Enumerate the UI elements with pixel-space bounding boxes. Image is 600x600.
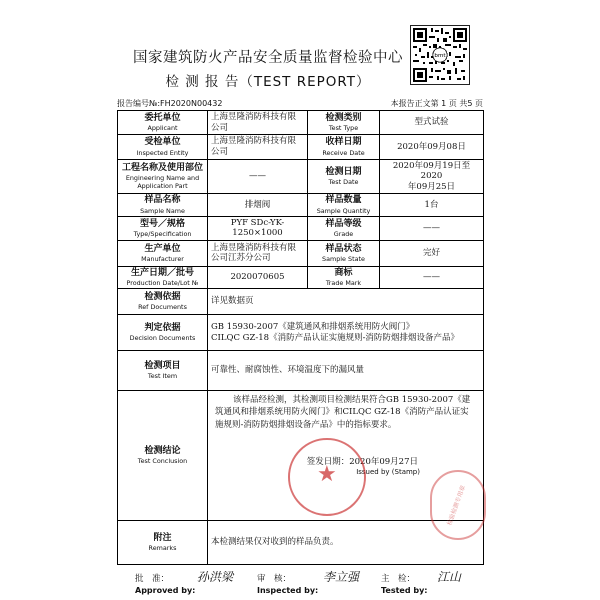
test-item-label: 检测项目 Test Item — [118, 351, 208, 391]
table-row — [118, 315, 484, 351]
inspected-block — [257, 572, 318, 595]
tested-label: 主 检： — [381, 574, 416, 584]
type-spec-label: 型号／规格 Type/Specification — [118, 216, 208, 240]
engineering-value: —— — [208, 159, 308, 194]
approved-label: 批 准： — [135, 574, 170, 584]
table-row — [118, 521, 484, 565]
production-date-value: 2020070605 — [208, 266, 308, 288]
red-seal-icon — [288, 438, 366, 516]
grade-label: 样品等级 Grade — [308, 216, 380, 240]
signature-footer — [135, 572, 495, 596]
report-number: 报告编号№:FH2020N00432 — [117, 99, 223, 108]
test-date-label: 检测日期 Test Date — [308, 159, 380, 194]
ref-documents-value: 详见数据页 — [208, 289, 484, 315]
remarks-value: 本检测结果仅对收到的样品负责。 — [208, 521, 484, 565]
tested-block — [381, 572, 427, 595]
test-type-label: 检测类别 Test Type — [308, 111, 380, 135]
manufacturer-value: 上海昱隆消防科技有限公司江苏分公司 — [208, 240, 308, 266]
qr-code-icon — [410, 25, 470, 85]
receive-date-label: 收样日期 Receive Date — [308, 135, 380, 159]
sample-name-value: 排烟阀 — [208, 194, 308, 216]
stamp-label: Issued by (Stamp) — [356, 467, 420, 476]
sample-state-value: 完好 — [380, 240, 484, 266]
table-row — [118, 289, 484, 315]
trade-mark-value: —— — [380, 266, 484, 288]
inspected-label-en: Inspected by: — [257, 586, 319, 595]
sample-state-label: 样品状态 Sample State — [308, 240, 380, 266]
test-date-value: 2020年09月19日至2020 年09月25日 — [380, 159, 484, 194]
report-title: 检 测 报 告（TEST REPORT） — [165, 74, 371, 90]
sample-name-label: 样品名称 Sample Name — [118, 194, 208, 216]
table-row — [118, 216, 484, 240]
grade-value: —— — [380, 216, 484, 240]
inspected-entity-label: 受检单位 Inspected Entity — [118, 135, 208, 159]
report-subheader — [117, 98, 483, 110]
inspected-entity-value: 上海昱隆消防科技有限公司 — [208, 135, 308, 159]
production-date-label: 生产日期／批号 Production Date/Lot № — [118, 266, 208, 288]
table-row — [118, 135, 484, 159]
center-title: 国家建筑防火产品安全质量监督检验中心 — [133, 50, 403, 66]
table-row — [118, 240, 484, 266]
manufacturer-label: 生产单位 Manufacturer — [118, 240, 208, 266]
conclusion-label: 检测结论 Test Conclusion — [118, 391, 208, 521]
test-type-value: 型式试验 — [380, 111, 484, 135]
applicant-label: 委托单位 Applicant — [118, 111, 208, 135]
page-info: 本报告正文第 1 页 共5 页 — [390, 99, 483, 108]
receive-date-value: 2020年09月08日 — [380, 135, 484, 159]
table-row — [118, 266, 484, 288]
approved-label-en: Approved by: — [135, 586, 196, 595]
test-item-value: 可靠性、耐腐蚀性、环境温度下的漏风量 — [208, 351, 484, 391]
table-row — [118, 111, 484, 135]
inspection-seal-icon — [430, 470, 486, 540]
inspected-label: 审 核： — [257, 574, 292, 584]
conclusion-text: 该样品经检测，其检测项目检测结果符合GB 15930-2007《建筑通风和排烟系统用防火阀门》和CILQC GZ-18《消防产品认证实施规则-消防防烟排烟设备产品》中的指标要求。 — [215, 395, 471, 430]
sample-quantity-value: 1台 — [380, 194, 484, 216]
inspection-seal-text: 检验检测专用章 — [446, 484, 468, 527]
ref-documents-label: 检测依据 Ref Documents — [118, 289, 208, 315]
engineering-label: 工程名称及使用部位 Engineering Name and Application Part — [118, 159, 208, 194]
approved-signature: 孙洪梁 — [197, 570, 234, 584]
type-spec-value: PYF SDc-YK-1250×1000 — [208, 216, 308, 240]
sign-date: 签发日期：2020年09月27日 — [306, 457, 418, 468]
table-row — [118, 159, 484, 194]
remarks-label: 附注 Remarks — [118, 521, 208, 565]
table-row — [118, 194, 484, 216]
table-row — [118, 351, 484, 391]
sample-quantity-label: 样品数量 Sample Quantity — [308, 194, 380, 216]
decision-documents-label: 判定依据 Decision Documents — [118, 315, 208, 351]
inspected-signature: 李立强 — [323, 570, 360, 584]
qr-logo-text: bmt — [434, 53, 446, 60]
decision-documents-value: GB 15930-2007《建筑通风和排烟系统用防火阀门》 CILQC GZ-18《消防产品认证实施规则-消防防烟排烟设备产品》 — [208, 315, 484, 351]
trade-mark-label: 商标 Trade Mark — [308, 266, 380, 288]
seal-star-icon: ★ — [317, 462, 337, 487]
tested-label-en: Tested by: — [381, 586, 428, 595]
applicant-value: 上海昱隆消防科技有限公司 — [208, 111, 308, 135]
tested-signature: 江山 — [437, 570, 462, 584]
approved-block — [135, 572, 195, 595]
